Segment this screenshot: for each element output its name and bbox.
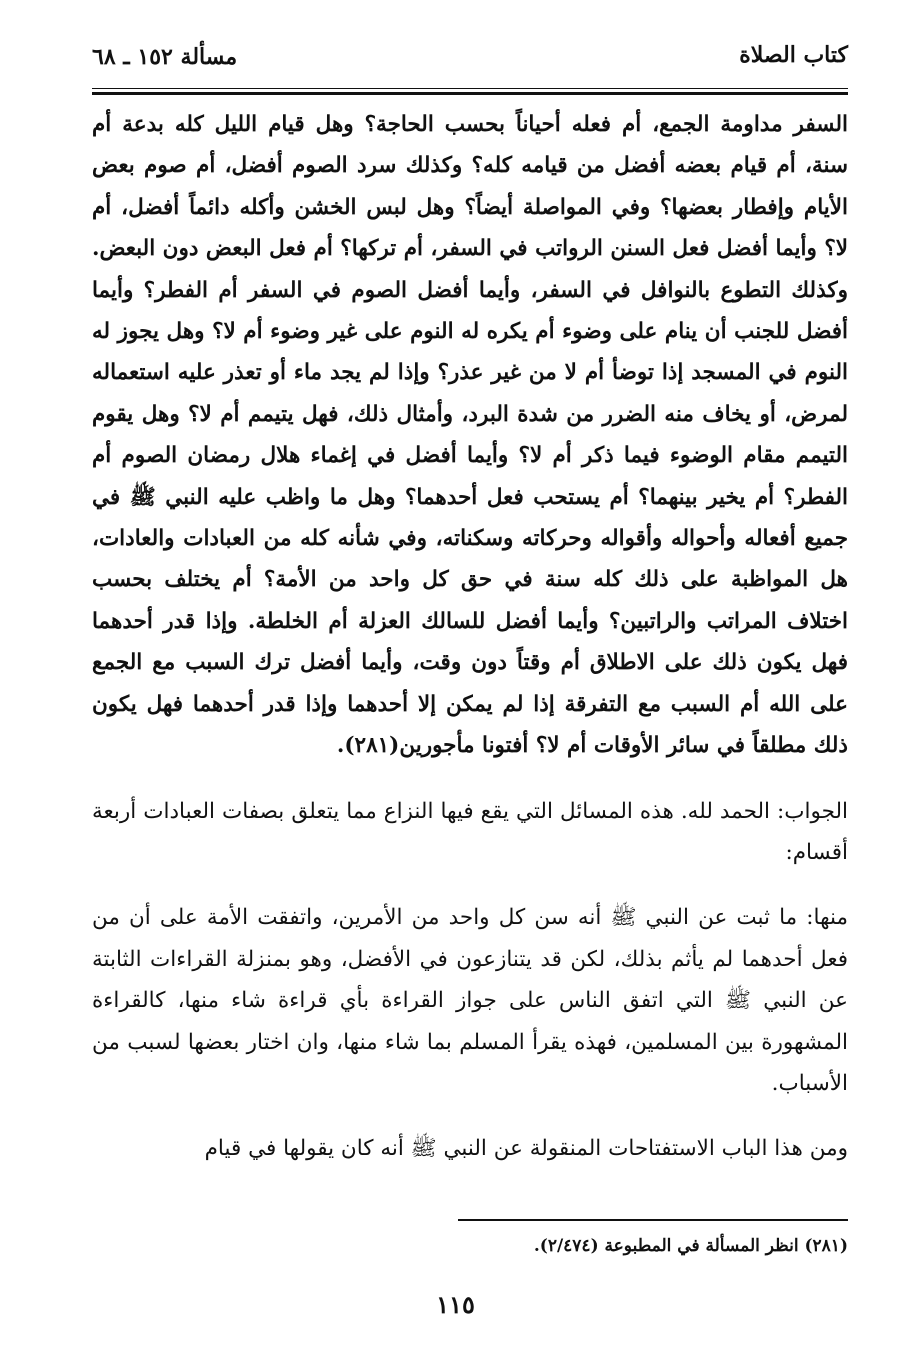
continuation-paragraph: ومن هذا الباب الاستفتاحات المنقولة عن النبي ﷺ أنه كان يقولها في قيام (204, 1136, 848, 1162)
paragraph-gap (92, 767, 848, 791)
header-book-title: كتاب الصلاة (739, 42, 848, 68)
main-text (92, 104, 848, 1170)
answer-paragraph: الجواب: الحمد لله. هذه المسائل التي يقع فيها النزاع مما يتعلق بصفات العبادات أربعة أقسام: (92, 798, 848, 865)
paragraph-gap (92, 1104, 848, 1128)
running-header (92, 36, 848, 80)
footnote-rule (458, 1219, 848, 1221)
header-rule-thin (92, 88, 848, 89)
footnote: (٢٨١) انظر المسألة في المطبوعة (٢/٤٧٤). (533, 1236, 848, 1256)
paragraph-gap (92, 873, 848, 897)
header-issue-label: مسألة ١٥٢ ـ ٦٨ (92, 44, 238, 70)
page-number: ١١٥ (436, 1290, 475, 1319)
question-paragraph: السفر مداومة الجمع، أم فعله أحياناً بحسب الحاجة؟ وهل قيام الليل كله بدعة أم سنة، أم قيام بعضه أفضل من قيامه كله؟ وكذلك سرد الصوم أفضل، أم صوم بعض الأيام وإفطار بعضها؟ وفي المواصلة أيضاً؟ وهل لبس الخشن وأكله دائماً أفضل، أم لا؟ وأيما أفضل فعل السنن الرواتب في السفر، أم تركها؟ أم فعل البعض دون البعض. وكذلك التطوع بالنوافل في السفر، وأيما أفضل الصوم في السفر أم الفطر؟ وأيما أفضل للجنب أن ينام على وضوء أم يكره له النوم على غير وضوء أم لا؟ وهل يجوز له النوم في المسجد إذا توضأ أم لا من غير عذر؟ وإذا لم يجد ماء أو تعذر عليه استعماله لمرض، أو يخاف منه الضرر من شدة البرد، وأمثال ذلك، فهل يتيمم أم لا؟ وهل يقوم التيمم مقام الوضوء فيما ذكر أم لا؟ وأيما أفضل في إغماء هلال رمضان الصوم أم الفطر؟ أم يخير بينهما؟ أم يستحب فعل أحدهما؟ وهل ما واظب عليه النبي ﷺ في جميع أفعاله وأحواله وأقواله وحركاته وسكناته، وفي شأنه كله من العبادات والعادات، هل المواظبة على ذلك كله سنة في حق كل واحد من الأمة؟ أم يختلف بحسب اختلاف المراتب والراتبين؟ وأيما أفضل للسالك العزلة أم الخلطة. وإذا قدر أحدهما فهل يكون ذلك على الاطلاق أم وقتاً دون وقت، وأيما أفضل ترك السبب مع الجمع على الله أم السبب مع التفرقة إذا لم يمكن إلا أحدهما وإذا قدر أحدهما فهل يكون ذلك مطلقاً في سائر الأوقات أم لا؟ أفتونا مأجورين(٢٨١). (91, 112, 848, 759)
first-section-paragraph: منها: ما ثبت عن النبي ﷺ أنه سن كل واحد من الأمرين، واتفقت الأمة على أن من فعل أحدهما لم يأثم بذلك، لكن قد يتنازعون في الأفضل، وهو بمنزلة القراءات الثابتة عن النبي ﷺ التي اتفق الناس على جواز القراءة بأي قراءة شاء منها، كالقراءة المشهورة بين المسلمين، فهذه يقرأ المسلم بما شاء منها، وان اختار بعضها لسبب من الأسباب. (92, 905, 848, 1096)
header-rule-thick (92, 92, 848, 95)
